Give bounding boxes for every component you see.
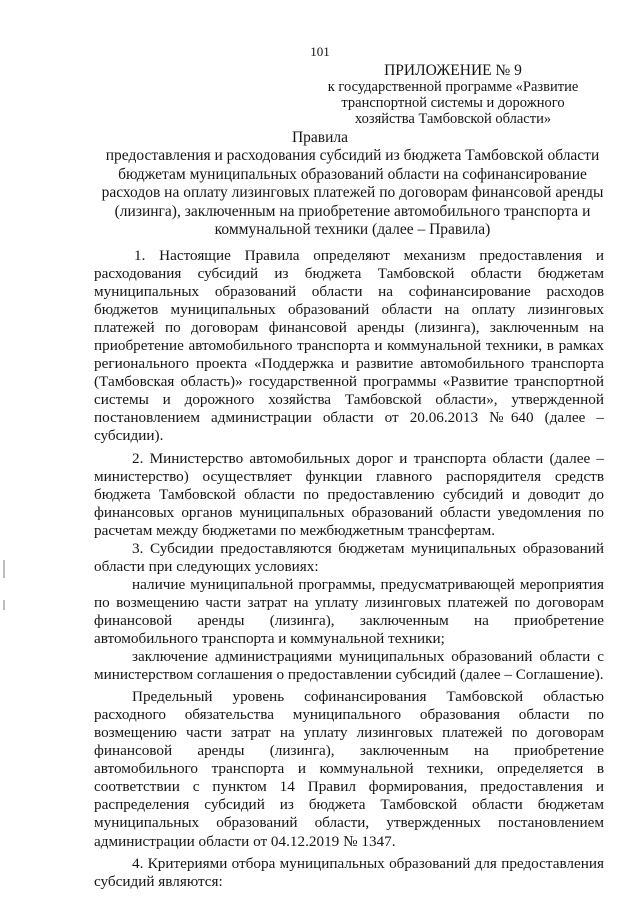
paragraph-cofinancing: Предельный уровень софинансирования Тамбовской областью расходного обязательства муниципального образования области по возмещению части затрат на уплату лизинговых платежей по договорам финансовой аренды (лизинга), заключенным на приобретение автомобильного транспорта и коммунальной техники, определяется в соответствии с пунктом 14 Правил формирования, предоставления и распределения субсидий из бюджета Тамбовской области бюджетам муниципальных образований области, утвержденных постановлением администрации области от 04.12.2019 № 1347. (94, 688, 604, 850)
document-body (94, 247, 604, 891)
paragraph-4: 4. Критериями отбора муниципальных образований для предоставления субсидий являются: (94, 854, 604, 890)
appendix-line-3: хозяйства Тамбовской области» (354, 111, 552, 127)
paragraph-1: 1. Настоящие Правила определяют механизм предоставления и расходования субсидий из бюджета Тамбовской области бюджетам муниципальных образований области на софинансирование расходов бюджетов муниципальных образований области на оплату лизинговых платежей по договорам финансовой аренды (лизинга), заключенным на приобретение автомобильного транспорта и коммунальной техники, в рамках регионального проекта «Поддержка и развитие автомобильного транспорта (Тамбовская область)» государственной программы «Развитие транспортной системы и дорожного хозяйства Тамбовской области», утвержденной постановлением администрации области от 20.06.2013 №640 (далее – субсидии). (94, 247, 604, 445)
paragraph-3-condition-1: наличие муниципальной программы, предусматривающей мероприятия по возмещению части затрат на уплату лизинговых платежей по договорам финансовой аренды (лизинга), заключенным на приобретение автомобильного транспорта и коммунальной техники; (94, 575, 604, 647)
scan-edge-mark (3, 600, 5, 610)
paragraph-3-condition-2: заключение администрациями муниципальных образований области с министерством соглашения о предоставлении субсидий (далее – Соглашение). (94, 648, 604, 684)
paragraph-2: 2. Министерство автомобильных дорог и транспорта области (далее – министерство) осуществляет функции главного распорядителя средств бюджета Тамбовской области по предоставлению субсидий и доводит до финансовых органов муниципальных образований области уведомления по расчетам между бюджетами по межбюджетным трансфертам. (94, 449, 604, 539)
scan-edge-mark (3, 560, 5, 578)
rules-title: Правила (291, 129, 349, 146)
paragraph-3: 3. Субсидии предоставляются бюджетам муниципальных образований области при следующих условиях: (94, 539, 604, 575)
appendix-heading: ПРИЛОЖЕНИЕ № 9 (384, 62, 522, 79)
appendix-block (318, 63, 588, 127)
appendix-line-1: к государственной программе «Развитие (327, 79, 579, 95)
appendix-line-2: транспортной системы и дорожного (341, 95, 565, 111)
page-number: 101 (310, 44, 330, 59)
rules-subtitle: предоставления и расходования субсидий из бюджета Тамбовской области бюджетам муниципальных образований области на софинансирование расходов на оплату лизинговых платежей по договорам финансовой аренды (лизинга), заключенным на приобретение автомобильного транспорта и коммунальной техники (далее – Правила) (101, 147, 604, 239)
